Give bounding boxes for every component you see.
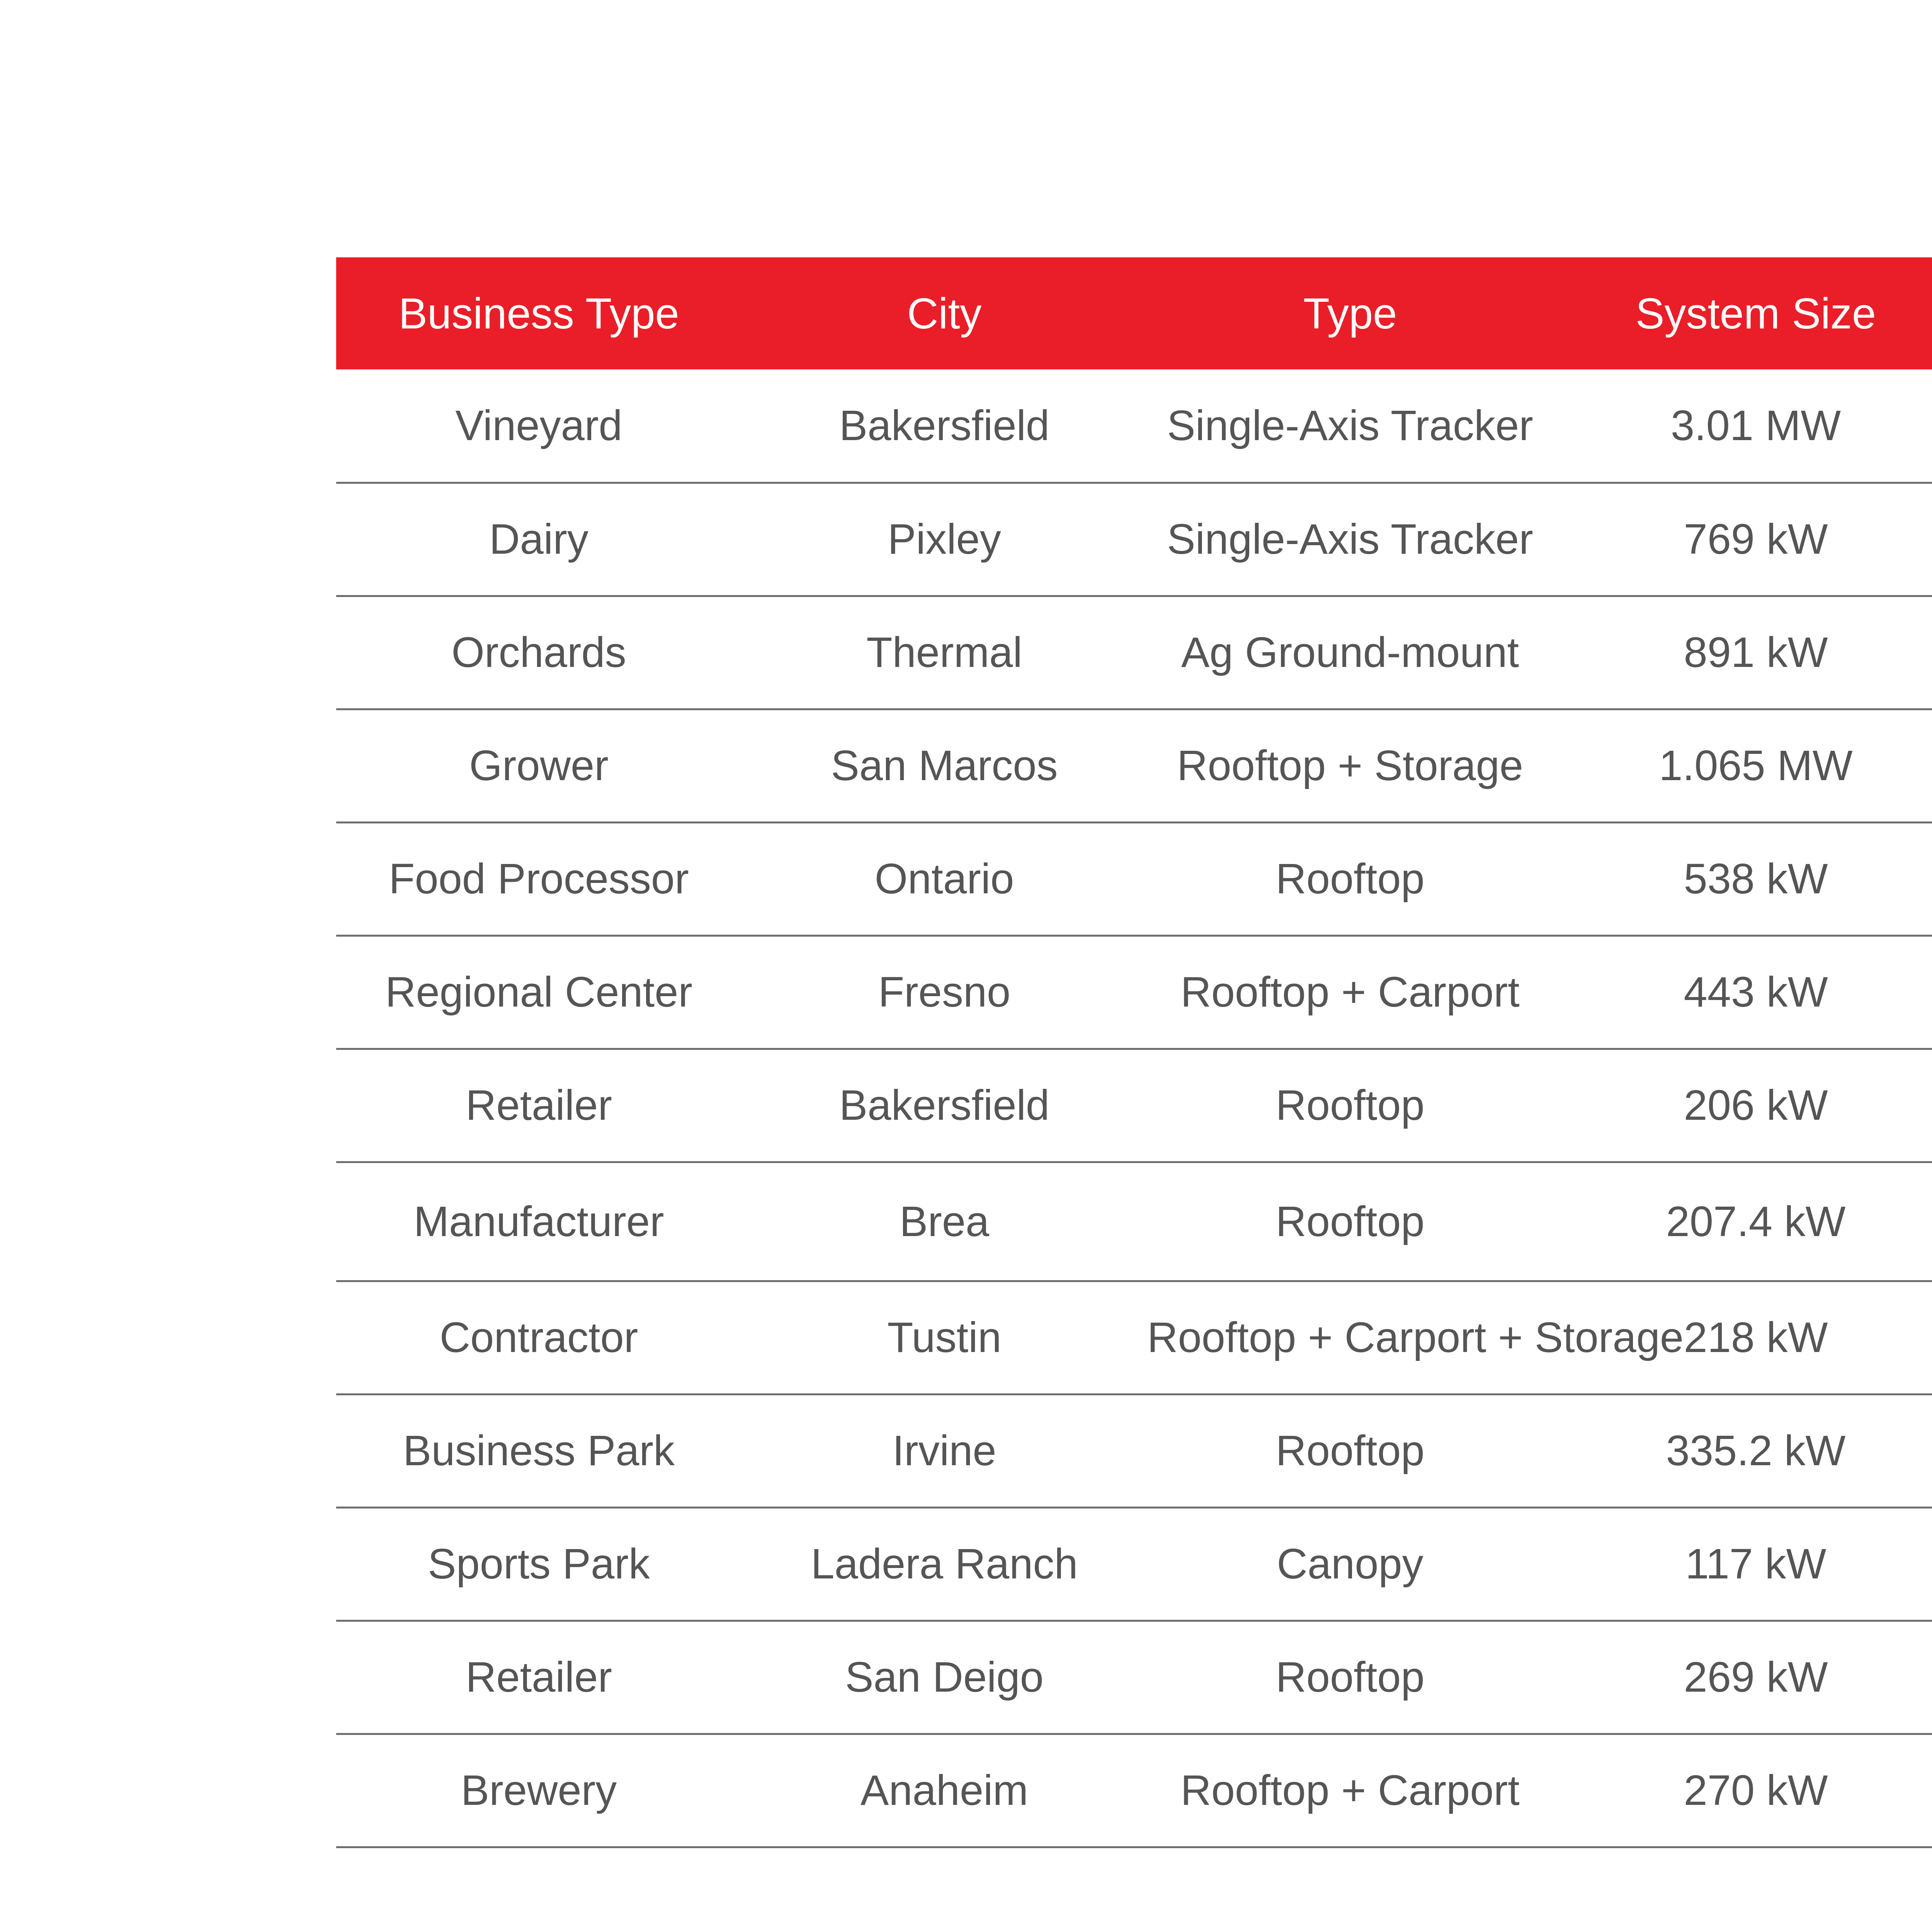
cell-type: Rooftop + Carport + Storage [1147,1281,1553,1394]
table-body [336,369,1932,1847]
cell-type: Rooftop [1147,1621,1553,1734]
cell-system-size: 117 kW [1553,1507,1932,1621]
cell-type: Rooftop [1147,1162,1553,1281]
cell-business-type: Business Park [336,1394,742,1507]
cell-system-size: 335.2 kW [1553,1394,1932,1507]
cell-business-type: Retailer [336,1049,742,1162]
cell-type: Canopy [1147,1507,1553,1621]
cell-system-size: 270 kW [1553,1734,1932,1847]
solar-projects-table [336,257,1932,1848]
cell-city: Irvine [742,1394,1147,1507]
cell-city: Anaheim [742,1734,1147,1847]
header-business-type: Business Type [398,289,679,338]
cell-city: Ontario [742,822,1147,935]
table-row [336,369,1932,483]
cell-system-size: 206 kW [1553,1049,1932,1162]
projects-table-container [336,257,1932,1848]
cell-city: Bakersfield [742,369,1147,483]
cell-type: Rooftop [1147,1394,1553,1507]
table-row [336,1734,1932,1847]
cell-business-type: Food Processor [336,822,742,935]
cell-city: San Marcos [742,709,1147,822]
cell-business-type: Brewery [336,1734,742,1847]
cell-type: Rooftop [1147,822,1553,935]
cell-system-size: 207.4 kW [1553,1162,1932,1281]
table-row [336,1049,1932,1162]
header-system-size: System Size [1635,289,1876,338]
cell-business-type: Orchards [336,596,742,709]
cell-system-size: 769 kW [1553,483,1932,596]
cell-city: Brea [742,1162,1147,1281]
cell-business-type: Grower [336,709,742,822]
cell-business-type: Regional Center [336,935,742,1049]
table-row [336,935,1932,1049]
cell-city: Fresno [742,935,1147,1049]
cell-city: Thermal [742,596,1147,709]
cell-system-size: 269 kW [1553,1621,1932,1734]
table-row [336,709,1932,822]
cell-city: Bakersfield [742,1049,1147,1162]
table-row [336,1162,1932,1281]
table-row [336,483,1932,596]
cell-type: Rooftop + Carport [1147,1734,1553,1847]
cell-system-size: 538 kW [1553,822,1932,935]
table-row [336,1621,1932,1734]
cell-city: San Deigo [742,1621,1147,1734]
table-row [336,822,1932,935]
table-row [336,1394,1932,1507]
table-row [336,1507,1932,1621]
cell-city: Pixley [742,483,1147,596]
cell-system-size: 443 kW [1553,935,1932,1049]
cell-business-type: Vineyard [336,369,742,483]
table-row [336,1281,1932,1394]
table-header [336,257,1932,369]
cell-business-type: Dairy [336,483,742,596]
cell-system-size: 1.065 MW [1553,709,1932,822]
cell-type: Single-Axis Tracker [1147,483,1553,596]
table-row [336,596,1932,709]
cell-type: Rooftop [1147,1049,1553,1162]
header-type: Type [1303,289,1397,338]
cell-business-type: Sports Park [336,1507,742,1621]
cell-system-size: 3.01 MW [1553,369,1932,483]
header-city: City [907,289,982,338]
cell-business-type: Retailer [336,1621,742,1734]
cell-city: Tustin [742,1281,1147,1394]
cell-city: Ladera Ranch [742,1507,1147,1621]
cell-type: Rooftop + Storage [1147,709,1553,822]
cell-type: Single-Axis Tracker [1147,369,1553,483]
cell-system-size: 218 kW [1553,1281,1932,1394]
cell-type: Ag Ground-mount [1147,596,1553,709]
cell-type: Rooftop + Carport [1147,935,1553,1049]
header-row [336,257,1932,369]
cell-business-type: Contractor [336,1281,742,1394]
cell-business-type: Manufacturer [336,1162,742,1281]
cell-system-size: 891 kW [1553,596,1932,709]
